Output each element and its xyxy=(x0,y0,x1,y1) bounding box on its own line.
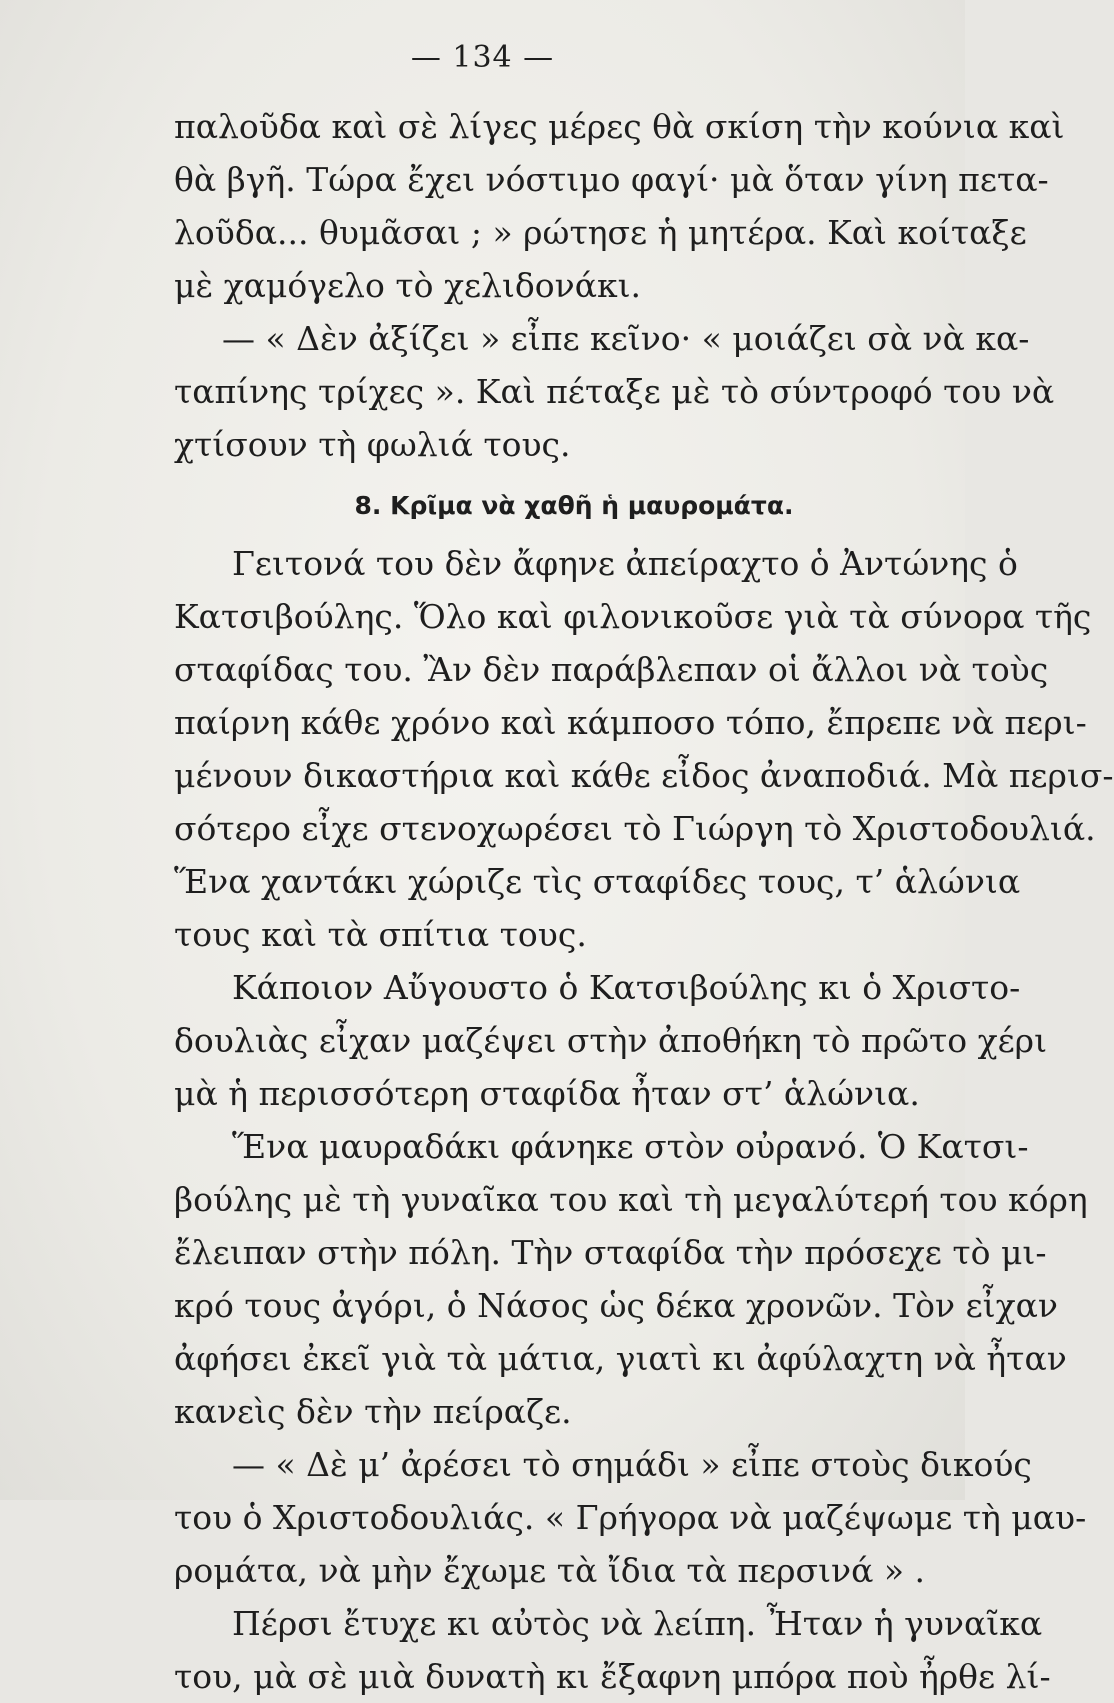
text-line: τους καὶ τὰ σπίτια τους. xyxy=(174,915,587,954)
text-line: Γειτονά του δὲν ἄφηνε ἀπείραχτο ὁ Ἀντώνης ὁ xyxy=(232,544,1018,583)
text-line: μὲ χαμόγελο τὸ χελιδονάκι. xyxy=(174,266,642,305)
text-line: Κατσιβούλης. Ὅλο καὶ φιλονικοῦσε γιὰ τὰ σύνορα τῆς xyxy=(174,597,1092,636)
text-line: παλοῦδα καὶ σὲ λίγες μέρες θὰ σκίση τὴν κούνια καὶ xyxy=(174,107,1065,146)
text-line: Κάποιον Αὔγουστο ὁ Κατσιβούλης κι ὁ Χριστο- xyxy=(232,968,1021,1007)
section-heading: 8. Κρῖμα νὰ χαθῆ ἡ μαυρομάτα. xyxy=(354,491,794,520)
text-line: ρομάτα, νὰ μὴν ἔχωμε τὰ ἴδια τὰ περσινά » . xyxy=(174,1551,926,1590)
text-line: μένουν δικαστήρια καὶ κάθε εἶδος ἀναποδιά. Μὰ περισ- xyxy=(174,756,1114,795)
page-body xyxy=(174,100,1114,1703)
text-line: δουλιὰς εἶχαν μαζέψει στὴν ἀποθήκη τὸ πρῶτο χέρι xyxy=(174,1021,1048,1060)
text-line: του ὁ Χριστοδουλιάς. « Γρήγορα νὰ μαζέψωμε τὴ μαυ- xyxy=(174,1498,1087,1537)
text-line: παίρνη κάθε χρόνο καὶ κάμποσο τόπο, ἔπρεπε νὰ περι- xyxy=(174,703,1087,742)
text-line: του, μὰ σὲ μιὰ δυνατὴ κι ἔξαφνη μπόρα ποὺ ἦρθε λί- xyxy=(174,1657,1051,1696)
text-line: ἔλειπαν στὴν πόλη. Τὴν σταφίδα τὴν πρόσεχε τὸ μι- xyxy=(174,1233,1047,1272)
text-line: χτίσουν τὴ φωλιά τους. xyxy=(174,425,571,464)
text-line: — « Δὲ μ’ ἀρέσει τὸ σημάδι » εἶπε στοὺς δικούς xyxy=(232,1445,1032,1484)
text-line: σότερο εἶχε στενοχωρέσει τὸ Γιώργη τὸ Χριστοδουλιά. xyxy=(174,809,1096,848)
page-number: — 134 — xyxy=(410,40,555,75)
text-line: σταφίδας του. Ἂν δὲν παράβλεπαν οἱ ἄλλοι νὰ τοὺς xyxy=(174,650,1049,689)
text-line: κανεὶς δὲν τὴν πείραζε. xyxy=(174,1392,572,1431)
text-line: Ἕνα χαντάκι χώριζε τὶς σταφίδες τους, τ’ ἁλώνια xyxy=(174,862,1021,901)
text-line: — « Δὲν ἀξίζει » εἶπε κεῖνο· « μοιάζει σὰ νὰ κα- xyxy=(222,319,1030,358)
text-line: Ἕνα μαυραδάκι φάνηκε στὸν οὐρανό. Ὁ Κατσι- xyxy=(232,1127,1029,1166)
text-line: ἀφήσει ἐκεῖ γιὰ τὰ μάτια, γιατὶ κι ἀφύλαχτη νὰ ἦταν xyxy=(174,1339,1067,1378)
text-line: ταπίνης τρίχες ». Καὶ πέταξε μὲ τὸ σύντροφό του νὰ xyxy=(174,372,1055,411)
text-line: βούλης μὲ τὴ γυναῖκα του καὶ τὴ μεγαλύτερή του κόρη xyxy=(174,1180,1088,1219)
text-line: θὰ βγῆ. Τώρα ἔχει νόστιμο φαγί· μὰ ὅταν γίνη πετα- xyxy=(174,160,1049,199)
text-line: λοῦδα... θυμᾶσαι ; » ρώτησε ἡ μητέρα. Καὶ κοίταξε xyxy=(174,213,1027,252)
text-line: μὰ ἡ περισσότερη σταφίδα ἦταν στ’ ἁλώνια. xyxy=(174,1074,920,1113)
text-line: κρό τους ἀγόρι, ὁ Νάσος ὡς δέκα χρονῶν. Τὸν εἶχαν xyxy=(174,1286,1058,1325)
text-line: Πέρσι ἔτυχε κι αὐτὸς νὰ λείπη. Ἦταν ἡ γυναῖκα xyxy=(232,1604,1043,1643)
